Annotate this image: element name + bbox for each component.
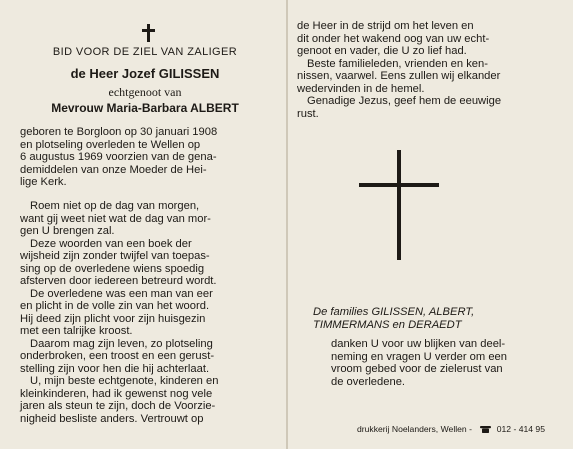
text-line: De overledene was een man van eer xyxy=(30,287,213,300)
text-line: want gij weet niet wat de dag van mor- xyxy=(20,212,211,225)
printer-line xyxy=(357,424,565,434)
text-line: Genadige Jezus, geef hem de eeuwige xyxy=(307,95,502,107)
text-line: lige Kerk. xyxy=(20,176,67,188)
families-signature xyxy=(313,306,563,331)
text-line: neming en vragen U verder om een xyxy=(331,350,507,363)
text-line: onderbroken, een troost en een gerust- xyxy=(20,350,215,362)
text-line: wedervinden in de hemel. xyxy=(297,82,425,95)
card-fold xyxy=(286,0,288,449)
text-line: en plicht in de volle zin van het woord. xyxy=(20,300,210,312)
text-line: Beste familieleden, vrienden en ken- xyxy=(307,57,488,70)
text-line: stelling zijn voor hen die hij achterlaat. xyxy=(20,362,210,375)
text-line: kleinkinderen, had ik gewenst nog vele xyxy=(20,387,213,400)
closing-text xyxy=(297,20,565,120)
text-line: afsterven door iedereen betreurd wordt. xyxy=(20,275,217,287)
text-line: sing op de overledene wiens spoedig xyxy=(20,262,205,275)
text-line: nissen, vaarwel. Eens zullen wij elkander xyxy=(297,70,501,82)
spouse-of-label: echtgenoot van xyxy=(108,85,182,99)
phone-number: 012 - 414 95 xyxy=(496,424,545,434)
text-line: jaren als steun te zijn, doch de Voorzie- xyxy=(20,400,216,412)
text-line: de Heer in de strijd om het leven en xyxy=(297,20,474,32)
text-line: danken U voor uw blijken van deel- xyxy=(331,338,506,350)
text-line: rust. xyxy=(297,107,319,120)
text-line: demiddelen van onze Moeder de Hei- xyxy=(20,163,207,176)
text-line: wijsheid zijn zonder twijfel van toepas- xyxy=(20,250,210,262)
large-cross-icon xyxy=(359,150,439,260)
text-line: met een talrijke kroost. xyxy=(20,325,133,337)
text-line: U, mijn beste echtgenote, kinderen en xyxy=(30,375,219,387)
spouse-name: Mevrouw Maria-Barbara ALBERT xyxy=(51,101,239,115)
right-page xyxy=(297,0,565,449)
deceased-name: de Heer Jozef GILISSEN xyxy=(70,66,220,81)
left-page xyxy=(10,0,280,449)
biography xyxy=(20,126,282,189)
text-line: genoot en vader, die U zo lief had. xyxy=(297,45,467,57)
text-line: nigheid besliste anders. Vertrouwt op xyxy=(20,412,204,425)
reflection-text xyxy=(20,200,282,425)
cross-icon xyxy=(142,24,156,42)
text-line: de overledene. xyxy=(331,375,406,388)
text-line: dit onder het wakend oog van uw echt- xyxy=(297,32,490,45)
text-line: en plotseling overleden te Wellen op xyxy=(20,138,201,151)
text-line: Daarom mag zijn leven, zo plotseling xyxy=(30,337,213,350)
printer-name: drukkerij Noelanders, Wellen - xyxy=(357,424,472,434)
text-line: Hij deed zijn plicht voor zijn huisgezin xyxy=(20,312,206,325)
text-line: 6 augustus 1969 voorzien van de gena- xyxy=(20,151,217,163)
text-line: Roem niet op de dag van morgen, xyxy=(30,200,200,212)
text-line: vroom gebed voor de zielerust van xyxy=(331,363,503,375)
thanks-text xyxy=(331,338,563,388)
text-line: geboren te Borgloon op 30 januari 1908 xyxy=(20,126,218,138)
card-heading: BID VOOR DE ZIEL VAN ZALIGER xyxy=(52,46,238,58)
text-line: TIMMERMANS en DERAEDT xyxy=(313,318,462,331)
text-line: De families GILISSEN, ALBERT, xyxy=(313,306,475,318)
text-line: gen U brengen zal. xyxy=(20,225,115,237)
telephone-icon xyxy=(480,426,491,433)
text-line: Deze woorden van een boek der xyxy=(30,237,192,250)
